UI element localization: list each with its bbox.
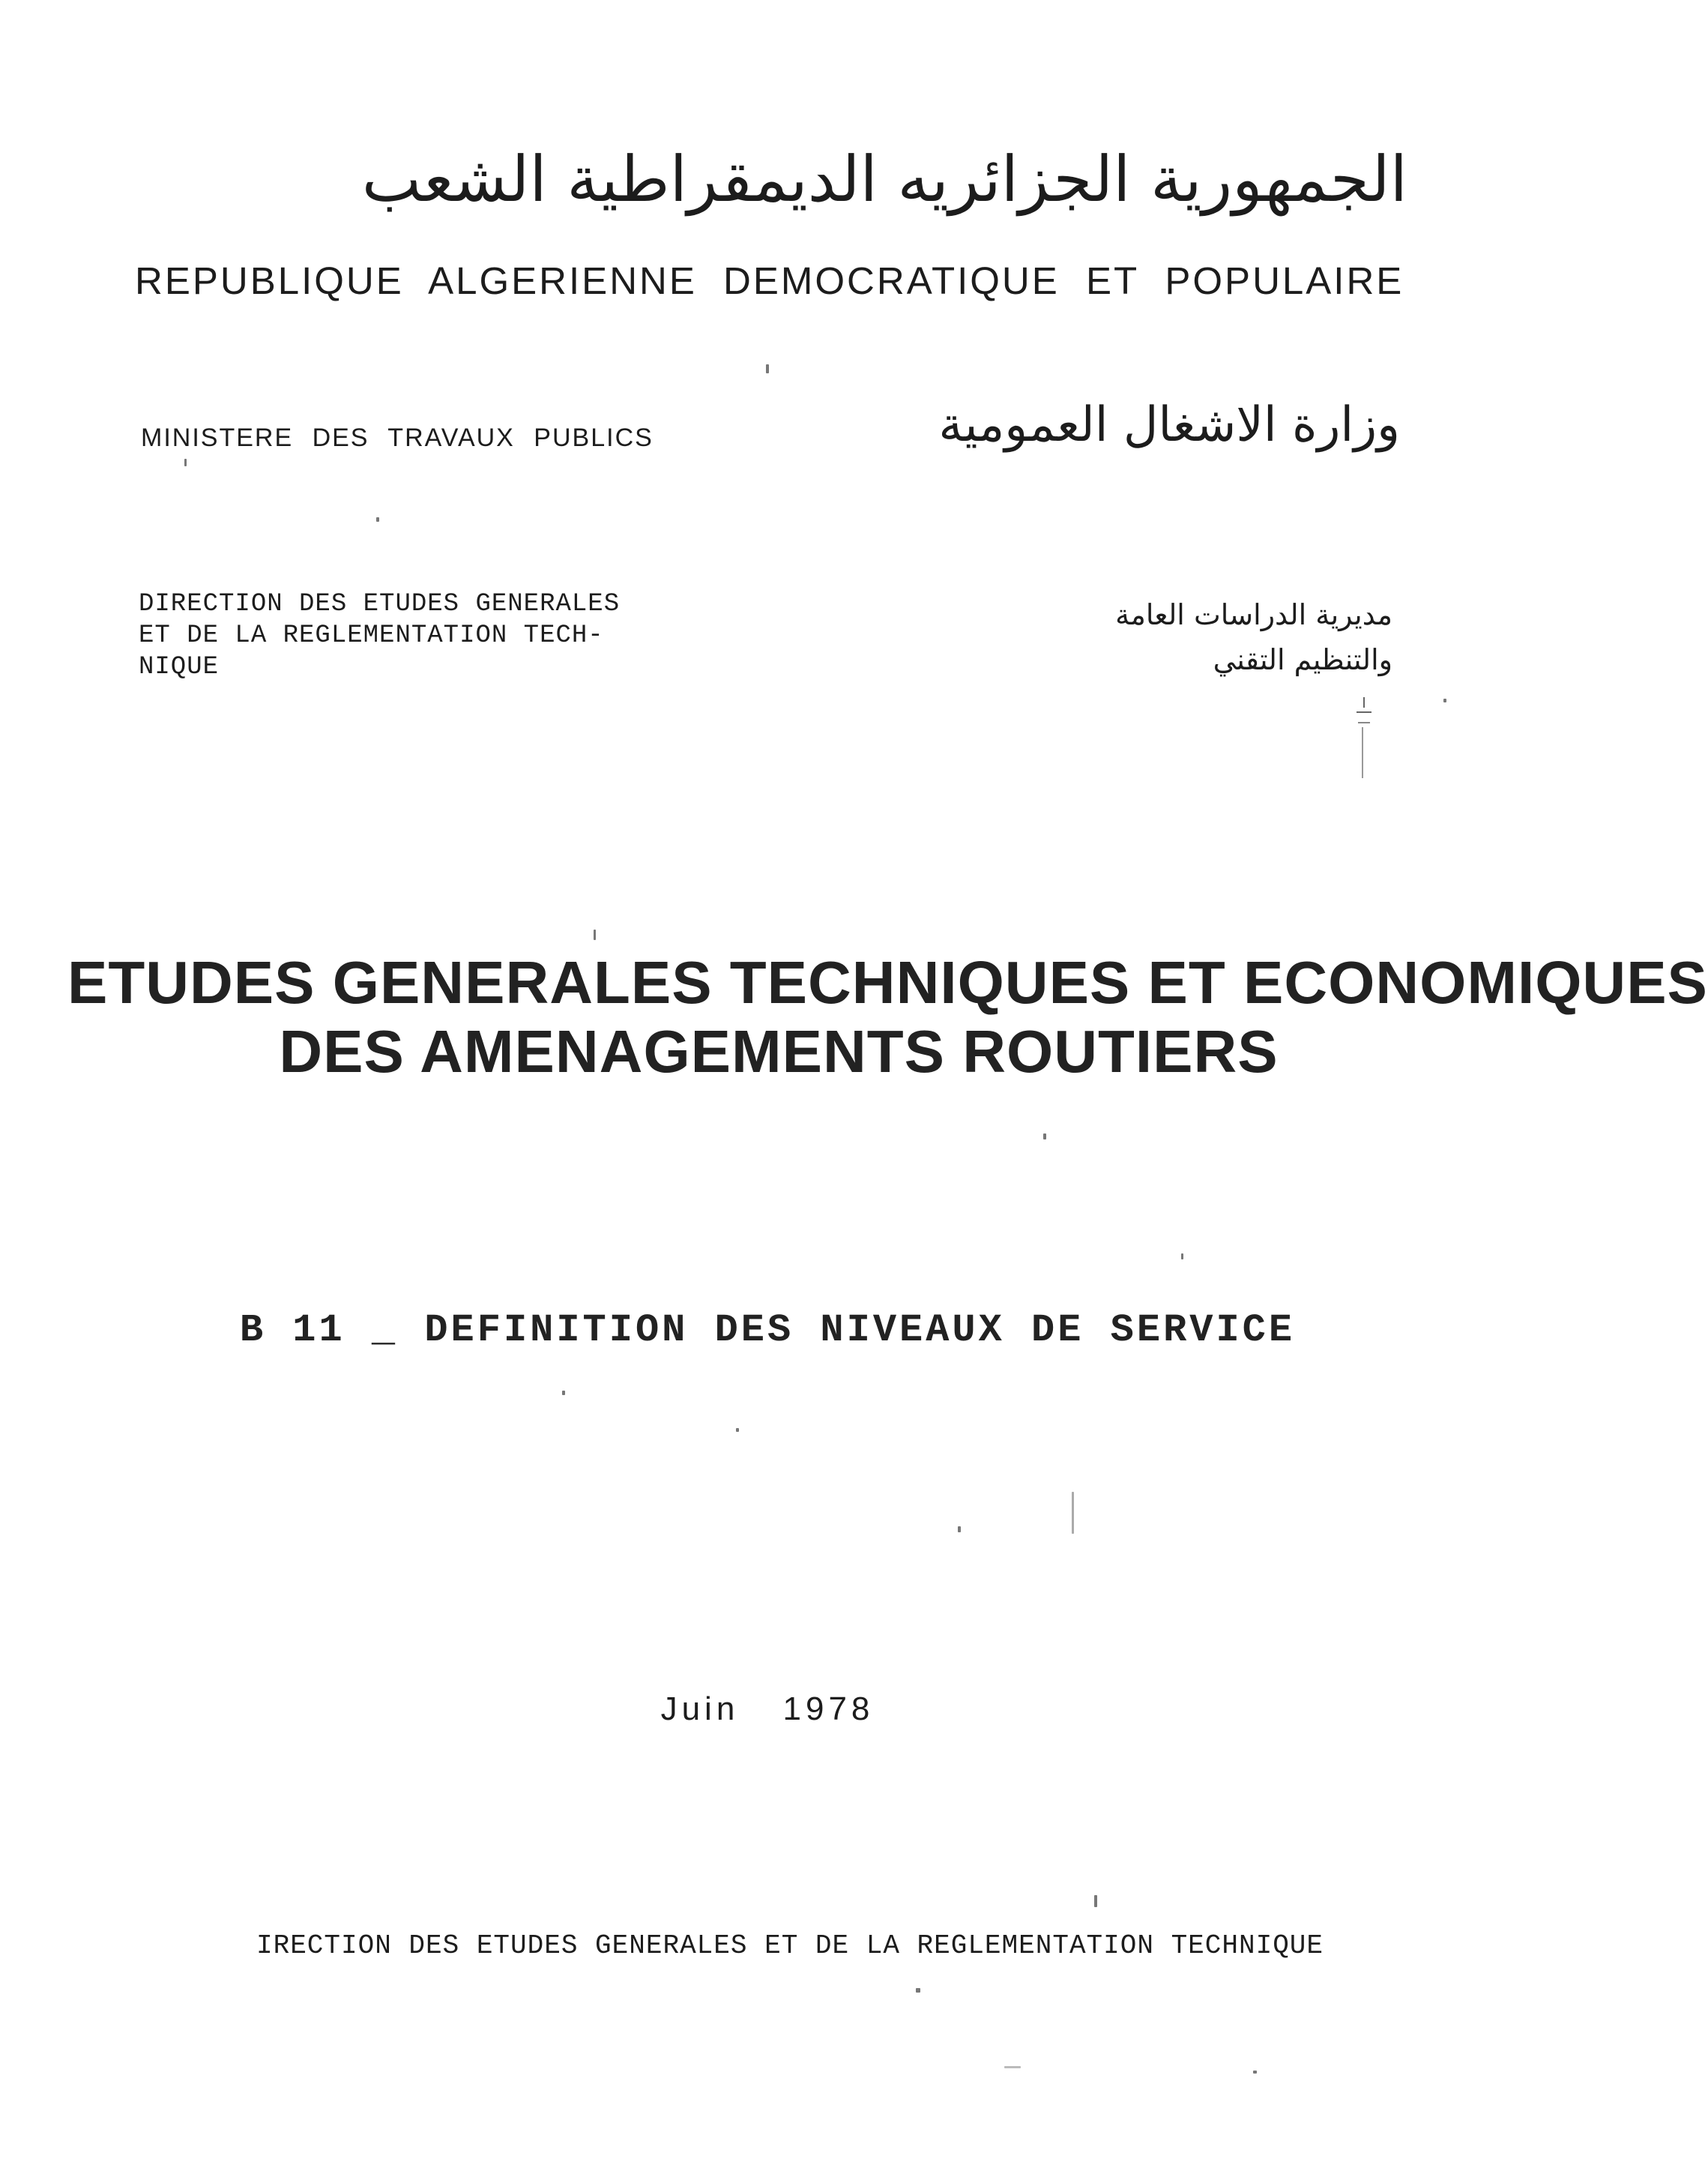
- scan-speck: [1181, 1253, 1183, 1259]
- scan-speck: [376, 517, 379, 522]
- scan-speck: [1253, 2071, 1257, 2074]
- scan-speck: [736, 1428, 739, 1432]
- footer-direction: IRECTION DES ETUDES GENERALES ET DE LA REGLEMENTATION TECHNIQUE: [256, 1930, 1324, 1961]
- scan-speck: [562, 1391, 565, 1395]
- title-line-1: ETUDES GENERALES TECHNIQUES ET ECONOMIQUES: [67, 949, 1708, 1016]
- scan-speck: [184, 459, 187, 466]
- direction-arabic-line: مديرية الدراسات العامة: [1115, 598, 1392, 631]
- ministry-name-arabic: وزارة الاشغال العمومية: [938, 397, 1400, 453]
- document-date: Juin 1978: [660, 1690, 875, 1727]
- republic-heading: REPUBLIQUE ALGERIENNE DEMOCRATIQUE ET POPULAIRE: [135, 259, 1404, 302]
- direction-block-arabic: [1115, 592, 1392, 682]
- direction-arabic-line: والتنظيم التقني: [1213, 643, 1392, 676]
- direction-block-french: [139, 588, 620, 683]
- scan-speck: [594, 930, 596, 940]
- scan-speck: [1004, 2066, 1021, 2068]
- scan-speck: [1072, 1492, 1074, 1534]
- scan-speck: [1443, 699, 1446, 702]
- scan-speck: [916, 1988, 920, 1993]
- scan-speck: [958, 1526, 961, 1532]
- stamp-mark-glyph: [1355, 697, 1373, 780]
- ministry-name-french: MINISTERE DES TRAVAUX PUBLICS: [141, 424, 654, 452]
- scan-speck: [1043, 1133, 1046, 1139]
- title-line-2: DES AMENAGEMENTS ROUTIERS: [279, 1018, 1279, 1085]
- document-title: [0, 948, 1708, 1086]
- scan-speck: [1094, 1895, 1097, 1907]
- direction-french-line: DIRECTION DES ETUDES GENERALES: [139, 590, 621, 618]
- stamp-mark: [1355, 697, 1373, 780]
- direction-french-line: NIQUE: [139, 653, 220, 681]
- scan-speck: [766, 364, 769, 373]
- document-subtitle: B 11 _ DEFINITION DES NIVEAUX DE SERVICE: [239, 1308, 1296, 1352]
- direction-french-line: ET DE LA REGLEMENTATION TECH-: [139, 621, 604, 650]
- arabic-republic-heading: الجمهورية الجزائريه الديمقراطية الشعب: [361, 142, 1407, 216]
